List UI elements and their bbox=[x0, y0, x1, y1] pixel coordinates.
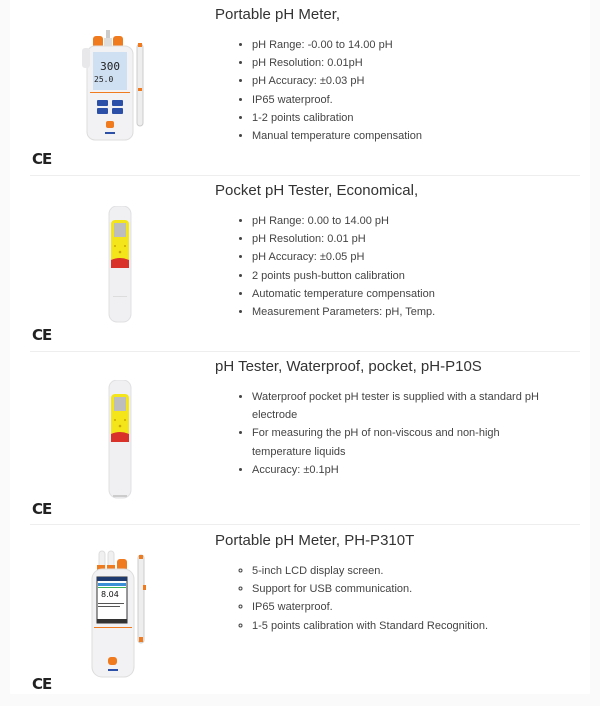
spec-item: • pH Range: 0.00 to 14.00 pH bbox=[252, 212, 552, 230]
product-list bbox=[10, 0, 590, 694]
portable-ph-meter-p310t-image[interactable] bbox=[70, 545, 160, 680]
portable-ph-meter-image[interactable] bbox=[70, 28, 160, 143]
product-card bbox=[10, 525, 590, 694]
spec-item: • Automatic temperature compensation bbox=[252, 285, 552, 303]
spec-item: ◦ 5-inch LCD display screen. bbox=[252, 562, 552, 580]
spec-item: • pH Accuracy: ±0.05 pH bbox=[252, 248, 552, 266]
product-card bbox=[10, 352, 590, 524]
spec-item: • pH Resolution: 0.01pH bbox=[252, 54, 552, 72]
spec-item: • 1-2 points calibration bbox=[252, 109, 552, 127]
spec-item: • Measurement Parameters: pH, Temp. bbox=[252, 303, 552, 321]
svg-text:25.0: 25.0 bbox=[94, 75, 114, 84]
spec-list bbox=[240, 212, 552, 321]
spec-item: ◦ 1-5 points calibration with Standard Recognition. bbox=[252, 617, 552, 635]
svg-text:300: 300 bbox=[100, 60, 120, 73]
spec-item: • Accuracy: ±0.1pH bbox=[252, 461, 542, 479]
spec-item: • IP65 waterproof. bbox=[252, 91, 552, 109]
ce-mark-icon: CE bbox=[32, 500, 52, 518]
product-title[interactable]: pH Tester, Waterproof, pocket, pH-P10S bbox=[215, 358, 482, 375]
spec-item: • pH Accuracy: ±0.03 pH bbox=[252, 72, 552, 90]
product-card bbox=[10, 0, 590, 172]
spec-item: ◦ IP65 waterproof. bbox=[252, 598, 552, 616]
spec-item: • Waterproof pocket pH tester is supplied with a standard pH electrode bbox=[252, 388, 542, 424]
product-title[interactable]: Pocket pH Tester, Economical, bbox=[215, 182, 419, 199]
svg-text:8.04: 8.04 bbox=[101, 590, 119, 599]
spec-list bbox=[240, 388, 542, 479]
ce-mark-icon: CE bbox=[32, 326, 52, 344]
ce-mark-icon: CE bbox=[32, 675, 52, 693]
ce-mark-icon: CE bbox=[32, 150, 52, 168]
product-title[interactable]: Portable pH Meter, bbox=[215, 6, 341, 23]
spec-item: • 2 points push-button calibration bbox=[252, 267, 552, 285]
spec-item: • Manual temperature compensation bbox=[252, 127, 552, 145]
spec-item: ◦ Support for USB communication. bbox=[252, 580, 552, 598]
spec-list bbox=[240, 36, 552, 145]
product-title[interactable]: Portable pH Meter, PH-P310T bbox=[215, 532, 415, 549]
waterproof-ph-tester-image[interactable] bbox=[70, 380, 160, 502]
spec-list bbox=[240, 562, 552, 635]
spec-item: • pH Range: -0.00 to 14.00 pH bbox=[252, 36, 552, 54]
spec-item: • pH Resolution: 0.01 pH bbox=[252, 230, 552, 248]
pocket-ph-tester-image[interactable] bbox=[70, 206, 160, 326]
spec-item: • For measuring the pH of non-viscous and non-high temperature liquids bbox=[252, 424, 542, 460]
product-card bbox=[10, 176, 590, 348]
